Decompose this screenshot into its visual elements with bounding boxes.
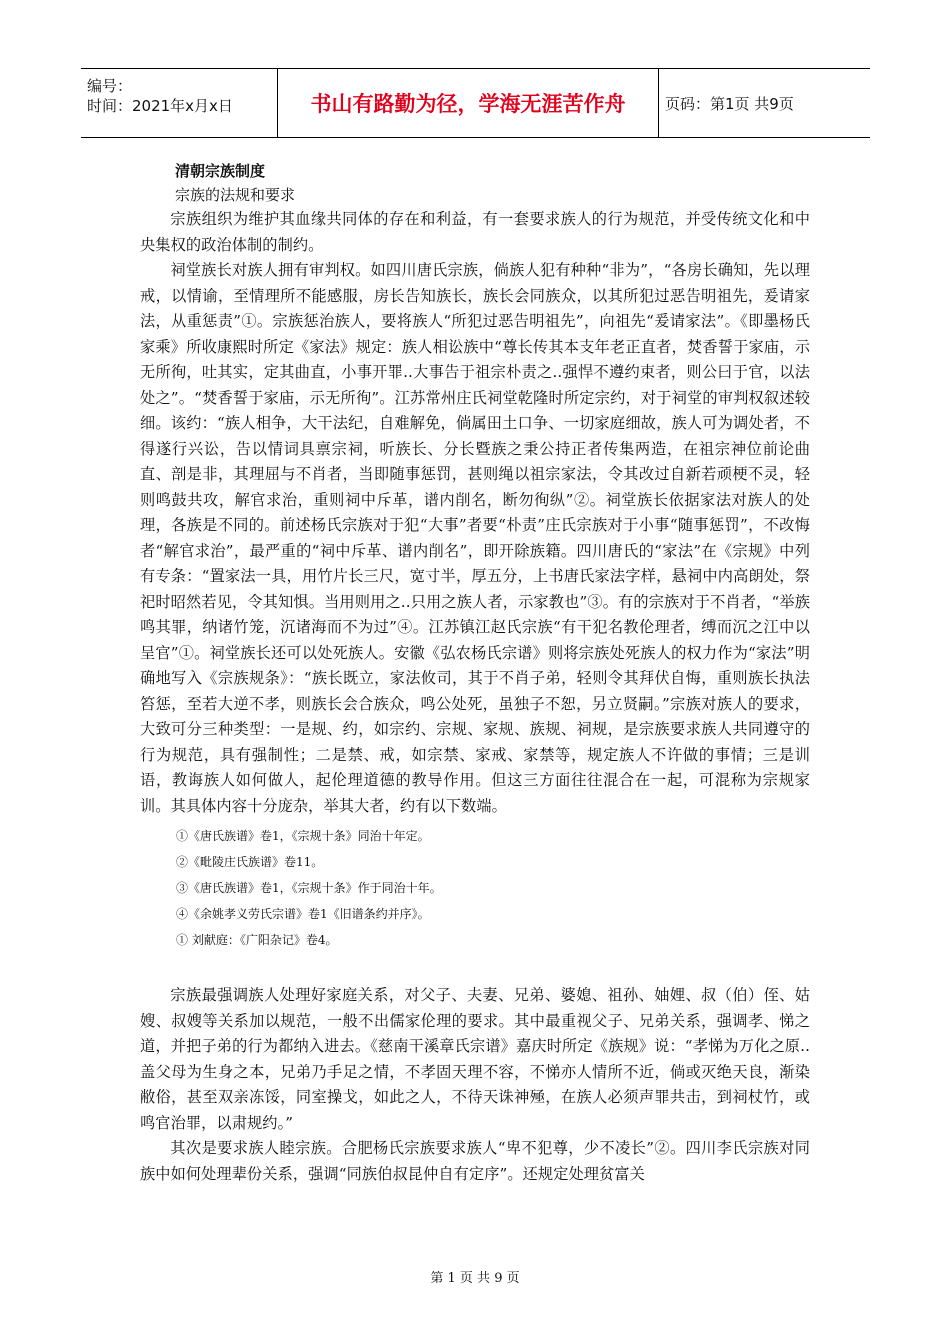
paragraph: 祠堂族长对族人拥有审判权。如四川唐氏宗族，倘族人犯有种种“非为”，“各房长确知，先以理戒，以情谕，至情理所不能感服，房长告知族长，族长会同族众，以其所犯过恶告明祖先，爰请家法，从重惩责”①。宗族惩治族人，要将族人“所犯过恶告明祖先”，向祖先“爰请家法”。《即墨杨氏家乘》所收康熙时所定《家法》规定：族人相讼族中“尊长传其本支年老正直者，焚香誓于家庙，示无所徇，吐其实，定其曲直，小事开罪..大事告于祖宗朴责之..强悍不遵约束者，则公曰于官，以法处之”。“焚香誓于家庙，示无所徇”。江苏常州庄氏祠堂乾隆时所定宗约，对于祠堂的审判权叙述较细。该约：“族人相争，大干法纪，自难解免，倘属田土口争、一切家庭细故，族人可为调处者，不得遂行兴讼，告以情词具禀宗祠，听族长、分长暨族之秉公持正者传集两造，在祖宗神位前论曲直、剖是非，其理屈与不肖者，当即随事惩罚，甚则绳以祖宗家法，令其改过自新若顽梗不灵，轻则鸣鼓共攻，解官求治，重则祠中斥革，谱内削名，断勿徇纵”②。祠堂族长依据家法对族人的处理，各族是不同的。前述杨氏宗族对于犯“大事”者要“朴责”庄氏宗族对于小事“随事惩罚”，不改悔者“解官求治”，最严重的“祠中斥革、谱内削名”，即开除族籍。四川唐氏的“家法”在《宗规》中列有专条：“置家法一具，用竹片长三尺，宽寸半，厚五分，上书唐氏家法字样，悬祠中内高朗处，祭祀时昭然若见，令其知惧。当用则用之..只用之族人者，示家教也”③。有的宗族对于不肖者，“举族鸣其罪，纳诸竹笼，沉诸海而不为过”④。江苏镇江赵氏宗族“有干犯名教伦理者，缚而沉之江中以呈官”①。祠堂族长还可以处死族人。安徽《弘农杨氏宗谱》则将宗族处死族人的权力作为“家法”明确地写入《宗族规条》：“族长既立，家法攸司，其于不肖子弟，轻则令其拜伏自悔，重则族长执法笞惩，至若大逆不孝，则族长会合族众，鸣公处死，虽独子不恕，另立贤嗣。”宗族对族人的要求，大致可分三种类型：一是规、约，如宗约、宗规、家规、族规、祠规，是宗族要求族人共同遵守的行为规范，具有强制性；二是禁、戒，如宗禁、家戒、家禁等，规定族人不许做的事情；三是训语，教诲族人如何做人，起伦理道德的教导作用。但这三方面往往混合在一起，可混称为宗规家训。其具体内容十分庞杂，举其大者，约有以下数端。 <box>140 261 810 815</box>
paragraph: 其次是要求族人睦宗族。合肥杨氏宗族要求族人“卑不犯尊，少不凌长”②。四川李氏宗族对同族中如何处理辈份关系，强调“同族伯叔昆仲自有定序”。还规定处理贫富关 <box>140 1139 810 1183</box>
header-motto: 书山有路勤为径，学海无涯苦作舟 <box>278 69 659 137</box>
document-date-label: 时间：2021年x月x日 <box>87 97 233 115</box>
document-number-label: 编号： <box>87 77 133 95</box>
document-title: 清朝宗族制度 <box>175 162 266 180</box>
header-page-info: 页码：第1页 共9页 <box>665 94 794 113</box>
page-footer: 第 1 页 共 9 页 <box>430 1271 520 1286</box>
paragraph: 宗族组织为维护其血缘共同体的存在和利益，有一套要求族人的行为规范，并受传统文化和中央集权的政治体制的制约。 <box>140 210 810 254</box>
document-body <box>140 159 810 1187</box>
footnote-list <box>176 823 810 953</box>
footnote: ②《毗陵庄氏族谱》卷11。 <box>176 855 324 869</box>
footnote: ③《唐氏族谱》卷1，《宗规十条》作于同治十年。 <box>176 881 442 895</box>
footnote: ①《唐氏族谱》卷1，《宗规十条》同治十年定。 <box>176 829 430 843</box>
paragraph: 宗族最强调族人处理好家庭关系，对父子、夫妻、兄弟、婆媳、祖孙、妯娌、叔（伯）侄、姑嫂、叔嫂等关系加以规范，一般不出儒家伦理的要求。其中最重视父子、兄弟关系，强调孝、悌之道，并把子弟的行为都纳入进去。《慈南干溪章氏宗谱》嘉庆时所定《族规》说：“孝悌为万化之原..盖父母为生身之本，兄弟乃手足之情，不孝固天理不容，不悌亦人情所不近，倘或灭绝天良，渐染敝俗，甚至双亲冻馁，同室操戈，如此之人，不待天诛神殛，在族人必须声罪共击，到祠杖竹，或鸣官治罪，以肃规约。” <box>140 986 810 1132</box>
header-meta <box>81 69 278 137</box>
spacer <box>140 953 810 983</box>
section-subtitle: 宗族的法规和要求 <box>175 186 296 204</box>
footnote: ① 刘献庭：《广阳杂记》卷4。 <box>176 933 338 947</box>
header-table <box>81 68 870 138</box>
footnote: ④《余姚孝义劳氏宗谱》卷1《旧谱条约并序》。 <box>176 907 430 921</box>
